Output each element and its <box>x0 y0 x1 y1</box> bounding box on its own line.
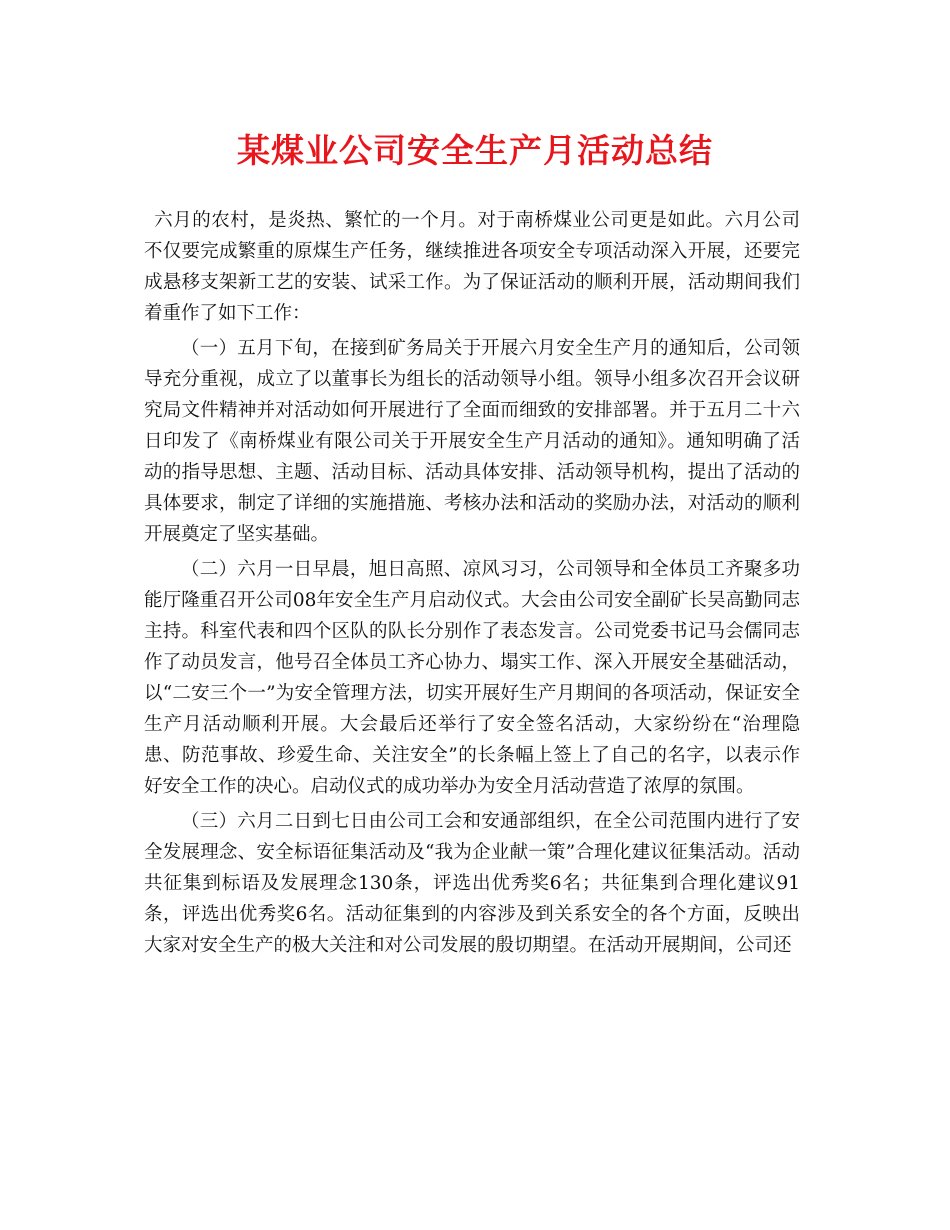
paragraph-section-2: （二）六月一日早晨，旭日高照、凉风习习，公司领导和全体员工齐聚多功能厅隆重召开公司08年安全生产月启动仪式。大会由公司安全副矿长吴高勤同志主持。科室代表和四个区队的队长分别作了表态发言。公司党委书记马会儒同志作了动员发言，他号召全体员工齐心协力、塌实工作、深入开展安全基础活动，以“二安三个一”为安全管理方法，切实开展好生产月期间的各项活动，保证安全生产月活动顺利开展。大会最后还举行了安全签名活动，大家纷纷在“治理隐患、防范事故、珍爱生命、关注安全”的长条幅上签上了自己的名字，以表示作好安全工作的决心。启动仪式的成功举办为安全月活动营造了浓厚的氛围。 <box>144 559 800 797</box>
document-body <box>144 205 800 965</box>
paragraph-section-3: （三）六月二日到七日由公司工会和安通部组织，在全公司范围内进行了安全发展理念、安全标语征集活动及“我为企业献一策”合理化建议征集活动。活动共征集到标语及发展理念130条，评选出优秀奖6名；共征集到合理化建议91条，评选出优秀奖6名。活动征集到的内容涉及到关系安全的各个方面，反映出大家对安全生产的极大关注和对公司发展的殷切期望。在活动开展期间，公司还 <box>144 811 800 956</box>
document-title: 某煤业公司安全生产月活动总结 <box>237 131 713 170</box>
paragraph-section-1: （一）五月下旬，在接到矿务局关于开展六月安全生产月的通知后，公司领导充分重视，成立了以董事长为组长的活动领导小组。领导小组多次召开会议研究局文件精神并对活动如何开展进行了全面而细致的安排部署。并于五月二十六日印发了《南桥煤业有限公司关于开展安全生产月活动的通知》。通知明确了活动的指导思想、主题、活动目标、活动具体安排、活动领导机构，提出了活动的具体要求，制定了详细的实施措施、考核办法和活动的奖励办法，对活动的顺利开展奠定了坚实基础。 <box>144 338 800 545</box>
paragraph-intro: 六月的农村，是炎热、繁忙的一个月。对于南桥煤业公司更是如此。六月公司不仅要完成繁重的原煤生产任务，继续推进各项安全专项活动深入开展，还要完成悬移支架新工艺的安装、试采工作。为了保证活动的顺利开展，活动期间我们着重作了如下工作： <box>144 210 800 324</box>
